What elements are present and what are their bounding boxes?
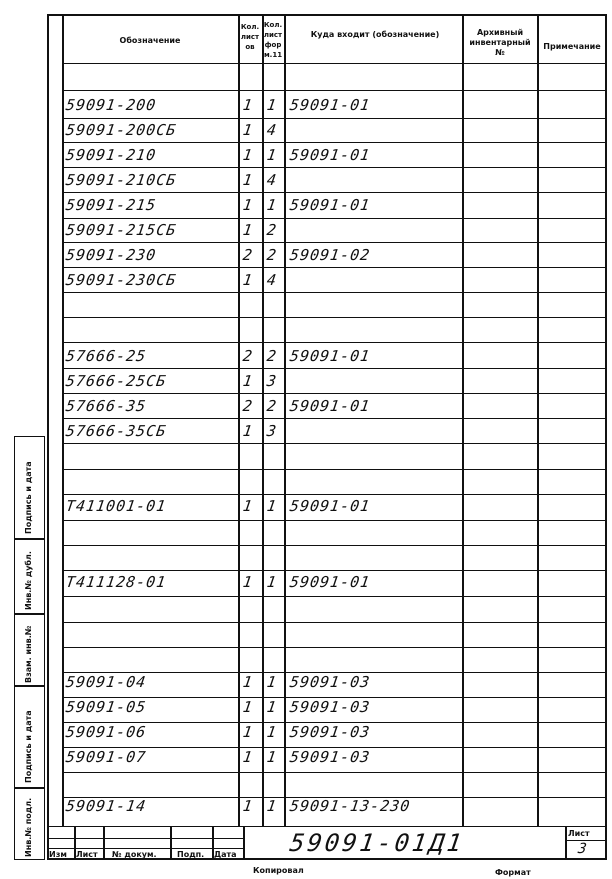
row-where-used: 59091-03 — [288, 698, 372, 716]
stamp-col — [565, 826, 567, 860]
row-designation: 59091-230СБ — [64, 271, 178, 289]
row-format: 1 — [265, 573, 279, 591]
row-line — [62, 90, 607, 91]
row-line — [62, 292, 607, 293]
row-sheets: 2 — [241, 397, 255, 415]
stamp-col — [243, 826, 245, 860]
header-note: Примечание — [543, 42, 601, 51]
sidebar-dup-inv — [14, 539, 45, 614]
row-where-used: 59091-02 — [288, 246, 372, 264]
stamp-top-line — [47, 826, 607, 827]
header-where-used: Куда входит (обозначение) — [310, 30, 440, 39]
sidebar-sign-date-1 — [14, 436, 45, 539]
header-sheets-format: Кол.лист форм.11 — [263, 21, 283, 59]
row-designation: 59091-200СБ — [64, 121, 178, 139]
row-line — [62, 469, 607, 470]
row-sheets: 1 — [241, 723, 255, 741]
sidebar-sign-date-label: Подпись и дата — [24, 461, 33, 534]
row-designation: 59091-05 — [64, 698, 148, 716]
row-format: 4 — [265, 121, 279, 139]
stamp-col — [103, 826, 105, 860]
row-line — [62, 772, 607, 773]
row-line — [62, 192, 607, 193]
row-format: 1 — [265, 146, 279, 164]
row-where-used: 59091-03 — [288, 723, 372, 741]
sidebar-orig-inv-label: Инв.№ подл. — [24, 797, 33, 857]
col-line — [462, 14, 464, 826]
row-designation: 57666-35 — [64, 397, 148, 415]
stamp-date: Дата — [214, 850, 237, 859]
col-line — [262, 14, 264, 826]
row-line — [62, 647, 607, 648]
header-designation: Обозначение — [119, 36, 181, 45]
row-where-used: 59091-01 — [288, 146, 372, 164]
stamp-col — [170, 826, 172, 860]
row-sheets: 1 — [241, 698, 255, 716]
sidebar-replace-inv-label: Взам. инв.№ — [24, 625, 33, 683]
row-line — [62, 596, 607, 597]
row-line — [62, 218, 607, 219]
row-designation: 59091-215 — [64, 196, 158, 214]
stamp-doc-code: 59091-01Д1 — [288, 829, 467, 857]
row-designation: 59091-06 — [64, 723, 148, 741]
row-designation: 59091-200 — [64, 96, 158, 114]
row-line — [62, 393, 607, 394]
row-designation: Т411128-01 — [64, 573, 168, 591]
sidebar-sign-date-2-label: Подпись и дата — [24, 710, 33, 783]
row-designation: 59091-230 — [64, 246, 158, 264]
row-where-used: 59091-01 — [288, 196, 372, 214]
row-line — [62, 622, 607, 623]
row-sheets: 2 — [241, 347, 255, 365]
row-line — [62, 317, 607, 318]
stamp-copied: Копировал — [253, 866, 304, 875]
row-line — [62, 520, 607, 521]
row-line — [62, 63, 607, 64]
row-format: 2 — [265, 397, 279, 415]
row-sheets: 1 — [241, 797, 255, 815]
row-where-used: 59091-01 — [288, 397, 372, 415]
sidebar-replace-inv — [14, 614, 45, 686]
row-where-used: 59091-13-230 — [288, 797, 412, 815]
row-format: 2 — [265, 246, 279, 264]
row-sheets: 1 — [241, 372, 255, 390]
col-line — [284, 14, 286, 826]
row-designation: 59091-210СБ — [64, 171, 178, 189]
header-archive-no: Архивный инвентарный № — [469, 28, 531, 57]
row-line — [62, 545, 607, 546]
row-sheets: 1 — [241, 673, 255, 691]
row-sheets: 1 — [241, 196, 255, 214]
col-line — [238, 14, 240, 826]
row-sheets: 1 — [241, 748, 255, 766]
row-sheets: 1 — [241, 422, 255, 440]
row-format: 4 — [265, 271, 279, 289]
sidebar-dup-inv-label: Инв.№ дубл. — [24, 551, 33, 610]
row-line — [62, 418, 607, 419]
row-sheets: 1 — [241, 271, 255, 289]
row-designation: 57666-35СБ — [64, 422, 168, 440]
row-sheets: 1 — [241, 96, 255, 114]
row-line — [62, 570, 607, 571]
row-format: 2 — [265, 347, 279, 365]
sidebar-orig-inv — [14, 788, 45, 860]
row-where-used: 59091-01 — [288, 497, 372, 515]
row-line — [62, 443, 607, 444]
stamp-izm: Изм — [49, 850, 67, 859]
row-format: 4 — [265, 171, 279, 189]
row-designation: 59091-07 — [64, 748, 148, 766]
stamp-doc-no: № докум. — [112, 850, 157, 859]
sidebar-sign-date-2 — [14, 686, 45, 788]
row-designation: 59091-14 — [64, 797, 148, 815]
row-sheets: 1 — [241, 573, 255, 591]
row-designation: 59091-210 — [64, 146, 158, 164]
row-format: 1 — [265, 748, 279, 766]
row-sheets: 1 — [241, 121, 255, 139]
stamp-format: Формат — [495, 868, 531, 877]
stamp-sheet-label: Лист — [568, 829, 590, 838]
row-sheets: 2 — [241, 246, 255, 264]
row-format: 1 — [265, 196, 279, 214]
row-format: 1 — [265, 797, 279, 815]
row-where-used: 59091-01 — [288, 573, 372, 591]
row-where-used: 59091-03 — [288, 748, 372, 766]
row-line — [62, 167, 607, 168]
row-sheets: 1 — [241, 497, 255, 515]
row-designation: 57666-25СБ — [64, 372, 168, 390]
row-designation: 57666-25 — [64, 347, 148, 365]
row-line — [62, 368, 607, 369]
row-line — [62, 494, 607, 495]
row-format: 3 — [265, 422, 279, 440]
row-line — [62, 242, 607, 243]
row-where-used: 59091-01 — [288, 96, 372, 114]
row-sheets: 1 — [241, 221, 255, 239]
row-sheets: 1 — [241, 146, 255, 164]
row-format: 1 — [265, 723, 279, 741]
row-format: 1 — [265, 497, 279, 515]
row-line — [62, 342, 607, 343]
row-designation: 59091-215СБ — [64, 221, 178, 239]
row-designation: 59091-04 — [64, 673, 148, 691]
row-format: 3 — [265, 372, 279, 390]
stamp-list: Лист — [76, 850, 98, 859]
row-line — [62, 118, 607, 119]
row-format: 1 — [265, 698, 279, 716]
row-designation: Т411001-01 — [64, 497, 168, 515]
stamp-sign: Подп. — [177, 850, 205, 859]
header-sheets-count: Кол. листов — [240, 23, 260, 51]
row-format: 1 — [265, 96, 279, 114]
row-sheets: 1 — [241, 171, 255, 189]
row-format: 1 — [265, 673, 279, 691]
row-line — [62, 142, 607, 143]
row-where-used: 59091-03 — [288, 673, 372, 691]
stamp-sheet-no: 3 — [576, 841, 589, 857]
row-line — [62, 267, 607, 268]
col-line — [62, 14, 64, 826]
col-line — [537, 14, 539, 826]
row-format: 2 — [265, 221, 279, 239]
row-where-used: 59091-01 — [288, 347, 372, 365]
